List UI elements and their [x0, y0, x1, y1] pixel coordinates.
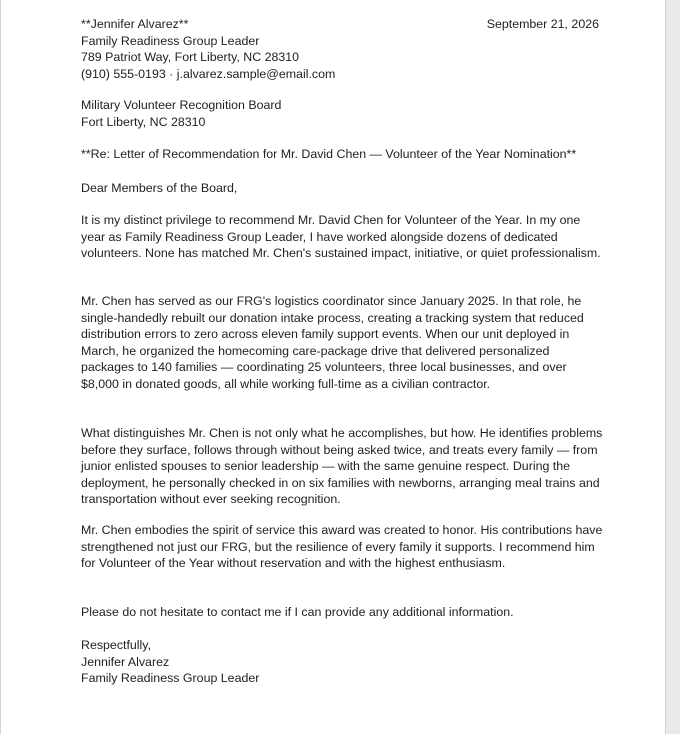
body-paragraph: Mr. Chen embodies the spirit of service this award was created to honor. His contributions have strengthened not just our FRG, but the resilience of every family it supports. I recommend him for Volunteer of the Year without reservation and with the highest enthusiasm.	[81, 523, 603, 570]
valediction: Respectfully,	[81, 638, 152, 652]
letter-date: September 21, 2026	[486, 17, 599, 31]
recipient-name: Military Volunteer Recognition Board	[81, 98, 282, 112]
sender-contact: (910) 555-0193 · j.alvarez.sample@email.com	[81, 66, 336, 81]
salutation: Dear Members of the Board,	[81, 181, 238, 195]
body-paragraph: Mr. Chen has served as our FRG's logistics coordinator since January 2025. In that role, he single-handedly rebuilt our donation intake process, creating a tracking system that reduced distribution errors to zero across eleven family support events. When our unit deployed in March, he organized the homecoming care-package drive that delivered personalized packages to 140 families — coordinating 25 volunteers, three local businesses, and over $8,000 in donated goods, all while working full-time as a civilian contractor.	[81, 294, 584, 391]
closing-block	[81, 637, 605, 687]
body-paragraph: What distinguishes Mr. Chen is not only what he accomplishes, but how. He identifies problems before they surface, follows through without being asked twice, and treats every family — from junior enlisted spouses to senior leadership — with the same genuine respect. During the deployment, he personally checked in on six families with newborns, arranging meal trains and transportation without ever seeking recognition.	[81, 426, 603, 506]
recipient-block	[81, 97, 605, 130]
body-paragraph: It is my distinct privilege to recommend Mr. David Chen for Volunteer of the Year. In my one year as Family Readiness Group Leader, I have worked alongside dozens of dedicated volunteers. None has matched Mr. Chen's sustained impact, initiative, or quiet professionalism.	[81, 213, 601, 260]
sender-name: **Jennifer Alvarez**	[81, 17, 189, 31]
sender-block	[81, 16, 605, 82]
sender-address: 789 Patriot Way, Fort Liberty, NC 28310	[81, 50, 300, 64]
recipient-address: Fort Liberty, NC 28310	[81, 114, 206, 129]
signer-title: Family Readiness Group Leader	[81, 671, 260, 685]
signer-name: Jennifer Alvarez	[81, 654, 170, 669]
sender-title: Family Readiness Group Leader	[81, 33, 260, 48]
subject-line: **Re: Letter of Recommendation for Mr. David Chen — Volunteer of the Year Nomination**	[81, 147, 577, 161]
body-paragraph: Please do not hesitate to contact me if I can provide any additional information.	[81, 605, 514, 619]
